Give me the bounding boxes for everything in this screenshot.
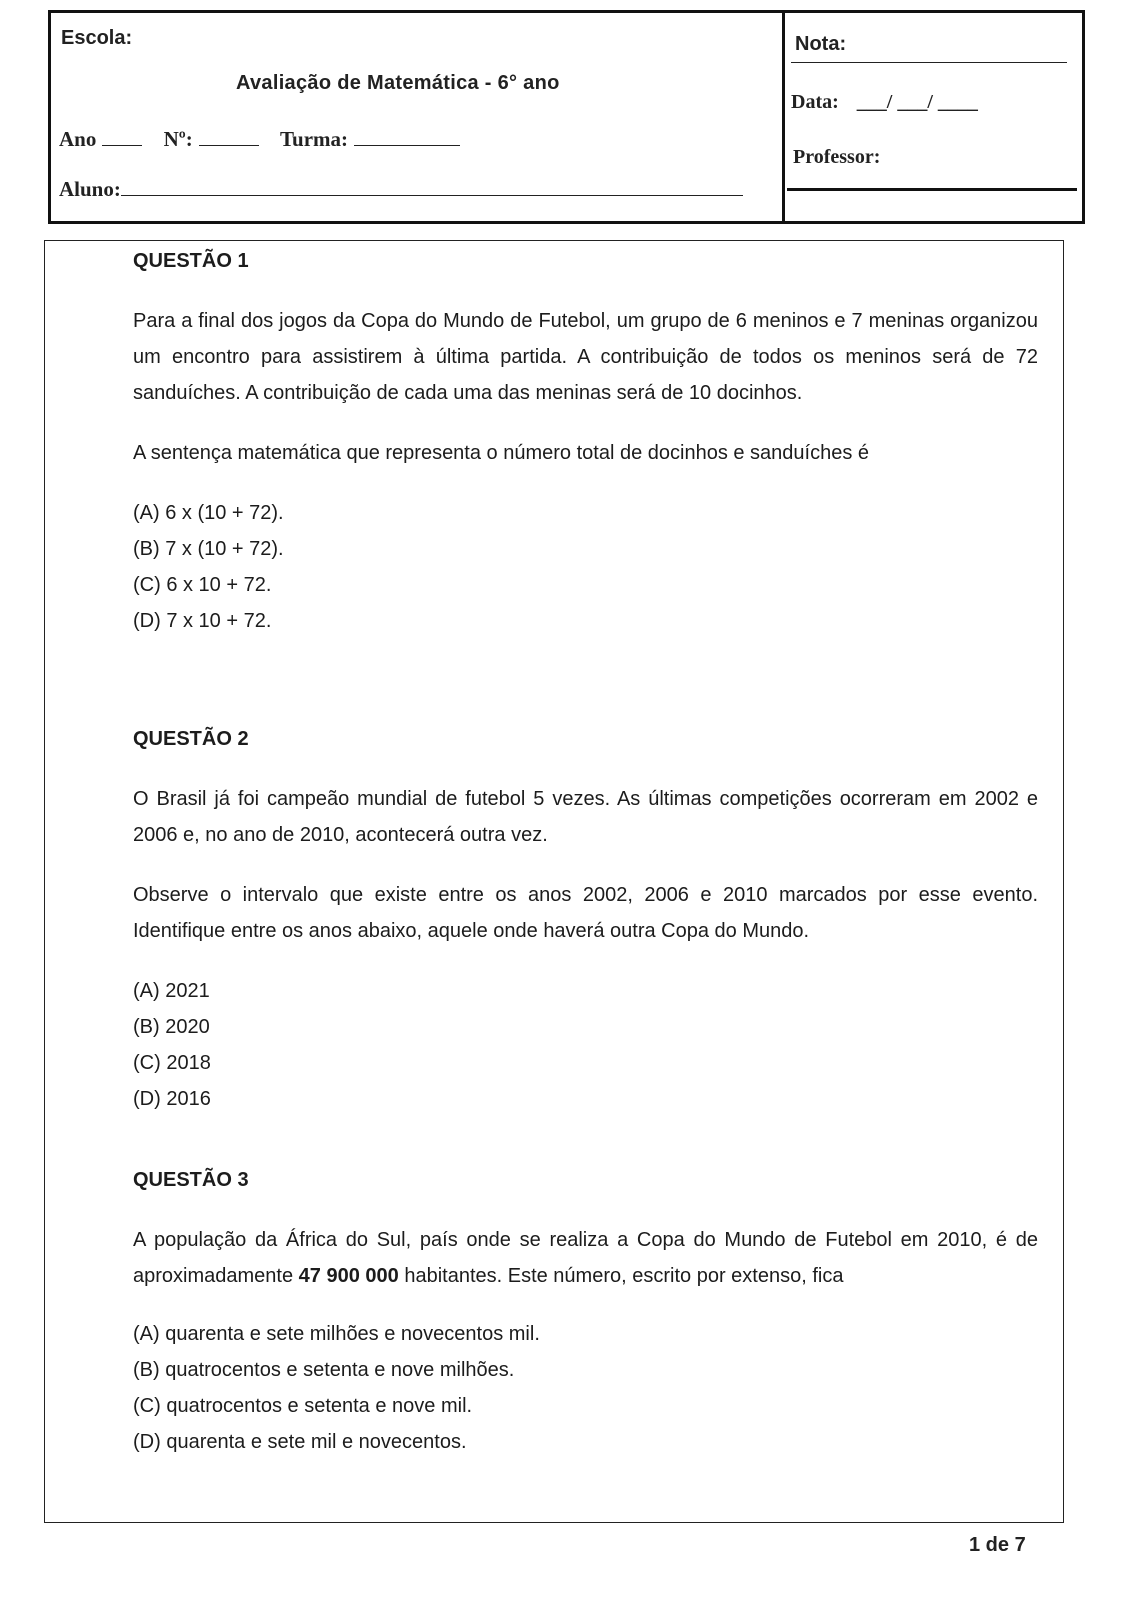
- question-text-start: A população da África do Sul, país onde se realiza a Copa do Mundo de Futebol em 2010, é de aproximadamente: [133, 1229, 1038, 1287]
- exam-title: Avaliação de Matemática - 6° ano: [236, 72, 560, 94]
- option-b[interactable]: (B) quatrocentos e setenta e nove milhões.: [133, 1359, 515, 1381]
- option-c[interactable]: (C) quatrocentos e setenta e nove mil.: [133, 1395, 473, 1417]
- option-a[interactable]: (A) 6 x (10 + 72).: [133, 502, 284, 524]
- exam-header: [48, 10, 1085, 224]
- option-d[interactable]: (D) 2016: [133, 1088, 211, 1110]
- data-label: Data:: [791, 91, 839, 113]
- option-c[interactable]: (C) 2018: [133, 1052, 211, 1074]
- question-text: Para a final dos jogos da Copa do Mundo de Futebol, um grupo de 6 meninos e 7 meninas organizou um encontro para assistirem à última partida. A contribuição de todos os meninos será de 72 sanduíches. A contribuição de cada uma das meninas será de 10 docinhos.: [133, 310, 1038, 404]
- option-b[interactable]: (B) 7 x (10 + 72).: [133, 538, 284, 560]
- professor-field[interactable]: [787, 188, 1077, 191]
- data-row: [791, 91, 978, 114]
- ano-field[interactable]: [102, 127, 142, 146]
- question-title: QUESTÃO 3: [133, 1169, 249, 1191]
- ano-numero-turma-row: [59, 127, 466, 152]
- options-list: [133, 1316, 1038, 1460]
- professor-label: Professor:: [793, 146, 881, 168]
- question-text: [133, 1222, 1038, 1294]
- option-a[interactable]: (A) quarenta e sete milhões e novecentos mil.: [133, 1323, 540, 1345]
- option-a[interactable]: (A) 2021: [133, 980, 210, 1002]
- question-2: [133, 721, 1038, 1117]
- aluno-row: [59, 177, 743, 202]
- question-title: QUESTÃO 1: [133, 250, 249, 272]
- question-3: [133, 1162, 1038, 1460]
- question-text-end: habitantes. Este número, escrito por extenso, fica: [398, 1265, 844, 1287]
- option-b[interactable]: (B) 2020: [133, 1016, 210, 1038]
- ano-label: Ano: [59, 127, 97, 151]
- numero-field[interactable]: [199, 127, 259, 146]
- turma-label: Turma:: [279, 127, 349, 151]
- data-field[interactable]: ___/ ___/ ____: [856, 91, 978, 113]
- option-d[interactable]: (D) quarenta e sete mil e novecentos.: [133, 1431, 467, 1453]
- question-prompt: A sentença matemática que representa o número total de docinhos e sanduíches é: [133, 442, 870, 464]
- aluno-label: Aluno:: [59, 177, 121, 201]
- option-d[interactable]: (D) 7 x 10 + 72.: [133, 610, 272, 632]
- aluno-field[interactable]: [121, 177, 743, 196]
- options-list: [133, 973, 1038, 1117]
- nota-label: Nota:: [795, 33, 847, 55]
- question-1: [133, 243, 1038, 639]
- questions-box: [44, 240, 1064, 1523]
- escola-label: Escola:: [61, 27, 133, 49]
- options-list: [133, 495, 1038, 639]
- nota-field[interactable]: [791, 62, 1067, 63]
- population-number: 47 900 000: [298, 1265, 399, 1287]
- question-title: QUESTÃO 2: [133, 728, 249, 750]
- grading-section: [785, 13, 1082, 221]
- question-text: O Brasil já foi campeão mundial de futebol 5 vezes. As últimas competições ocorreram em 2002 e 2006 e, no ano de 2010, acontecerá outra vez.: [133, 788, 1038, 846]
- page-number: 1 de 7: [969, 1534, 1026, 1556]
- question-prompt: Observe o intervalo que existe entre os anos 2002, 2006 e 2010 marcados por esse evento. Identifique entre os anos abaixo, aquele onde haverá outra Copa do Mundo.: [133, 884, 1038, 942]
- turma-field[interactable]: [354, 127, 460, 146]
- option-c[interactable]: (C) 6 x 10 + 72.: [133, 574, 272, 596]
- numero-label: Nº:: [163, 127, 193, 151]
- student-info-section: [51, 13, 785, 221]
